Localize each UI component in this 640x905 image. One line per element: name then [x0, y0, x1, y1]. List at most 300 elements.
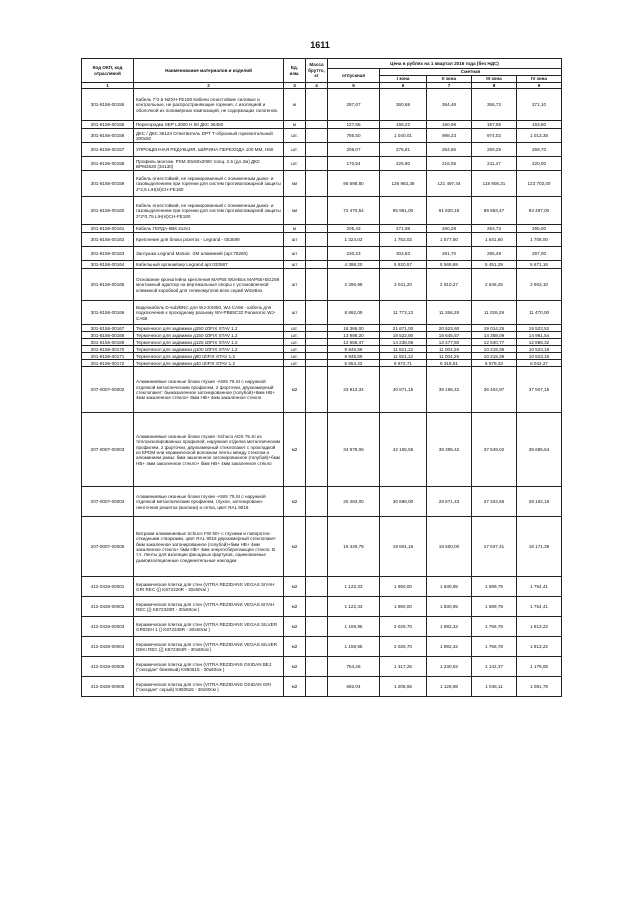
- price-zone-3: 1 699,79: [472, 577, 517, 597]
- price-zone-2: 5 569,89: [427, 261, 472, 269]
- item-mass: [306, 157, 328, 171]
- price-release: 33 912,34: [328, 367, 380, 413]
- table-row: [82, 143, 562, 157]
- price-zone-3: 1 756,78: [472, 637, 517, 657]
- price-zone-4: 2 963,10: [517, 269, 562, 301]
- item-mass: [306, 360, 328, 367]
- price-release: 754,26: [328, 657, 380, 677]
- price-release: 692,04: [328, 677, 380, 697]
- price-release: 1 324,02: [328, 233, 380, 247]
- price-zone-3: 27 334,56: [472, 487, 517, 517]
- price-zone-1: 271,98: [380, 225, 427, 233]
- item-name: Кабель огнестойкий, не экранированный с пониженным дымо- и газовыделением при горении для систем противопожарной защиты 2*2*0,75 LIH(st)CH-FE180: [134, 197, 284, 225]
- price-zone-3: 1 699,79: [472, 597, 517, 617]
- price-zone-1: 168,22: [380, 121, 427, 129]
- item-name: Керамическая плитка для стен (VITRA REZIDANS OXIDAN GRI ("оксидан" серый) K850526 - 30x60см ): [134, 677, 284, 697]
- item-unit: шт: [284, 261, 306, 269]
- price-release: 16 366,00: [328, 325, 380, 332]
- item-mass: [306, 233, 328, 247]
- table-row: [82, 353, 562, 360]
- item-unit: м2: [284, 517, 306, 577]
- table-row: [82, 657, 562, 677]
- price-zone-4: 123 703,00: [517, 171, 562, 197]
- page-number: 1611: [310, 40, 330, 50]
- table-row: [82, 121, 562, 129]
- price-release: 209,07: [328, 143, 380, 157]
- price-release: 230,23: [328, 247, 380, 261]
- item-mass: [306, 143, 328, 157]
- item-code: 412-0426-00004: [82, 637, 134, 657]
- price-zone-4: 1 754,41: [517, 577, 562, 597]
- price-release: 9 845,59: [328, 346, 380, 353]
- price-zone-3: 1 756,78: [472, 617, 517, 637]
- price-zone-1: 1 960,00: [380, 577, 427, 597]
- price-zone-2: 11 266,28: [427, 301, 472, 325]
- item-name: ДКС / ДКС 36124 Ответвитель DPT Т-образный горизонтальный 200х50: [134, 129, 284, 143]
- price-zone-1: 11 773,13: [380, 301, 427, 325]
- item-unit: шт.: [284, 157, 306, 171]
- item-code: 301-8156-00161: [82, 225, 134, 233]
- header-price-title: Цена в рублях на 1 квартал 2016 года (без НДС): [328, 59, 562, 69]
- item-code: 301-8156-00169: [82, 339, 134, 346]
- price-zone-1: 11 821,12: [380, 353, 427, 360]
- table-row: [82, 517, 562, 577]
- header-zone-2: II зона: [427, 76, 472, 83]
- item-name: Кабельный органайзер Legrand арт.033587: [134, 261, 284, 269]
- price-zone-3: 37 549,02: [472, 413, 517, 487]
- price-table-body: [82, 89, 562, 697]
- item-name: Крепление для блока розеток - Legrand - 053599: [134, 233, 284, 247]
- item-unit: шт.: [284, 353, 306, 360]
- price-release: 2 296,98: [328, 269, 380, 301]
- price-zone-2: 18 500,00: [427, 517, 472, 577]
- price-zone-4: 265,00: [517, 225, 562, 233]
- price-zone-2: 160,98: [427, 121, 472, 129]
- table-row: [82, 360, 562, 367]
- item-name: Витражи алюминиевые Schuco FW 50+ с глухими и поворотно-откидными створками, цвет RAL 9016 двухкамерный стеклопакет бмм закаленное затонированное (голубой)+бмм HB+ 4мм закаленное стекло+ бмм HB+ 4мм энергосберегающее стекло. В т.ч. Ленты для изоляции фасадных фартуков, оцинкованные дымоизоляционные соединительные накладки: [134, 517, 284, 577]
- price-zone-1: 19 801,16: [380, 517, 427, 577]
- item-mass: [306, 637, 328, 657]
- price-zone-1: 360,68: [380, 89, 427, 121]
- item-unit: шт.: [284, 339, 306, 346]
- price-zone-1: 18 522,80: [380, 332, 427, 339]
- price-zone-2: 121 497,44: [427, 171, 472, 197]
- table-row: [82, 261, 562, 269]
- price-release: 12 658,47: [328, 339, 380, 346]
- item-unit: шт: [284, 301, 306, 325]
- item-mass: [306, 677, 328, 697]
- price-zone-1: 95 961,00: [380, 197, 427, 225]
- price-zone-3: 974,02: [472, 129, 517, 143]
- price-zone-2: 1 677,50: [427, 233, 472, 247]
- price-zone-4: 37 507,15: [517, 367, 562, 413]
- price-zone-4: 19 523,52: [517, 325, 562, 332]
- price-release: 5 653,22: [328, 360, 380, 367]
- price-zone-3: 1 641,80: [472, 233, 517, 247]
- price-zone-3: 2 848,25: [472, 269, 517, 301]
- price-release: 287,67: [328, 89, 380, 121]
- price-zone-4: 1 754,41: [517, 597, 562, 617]
- col-number: 3: [284, 83, 306, 89]
- item-code: 412-0426-00003: [82, 617, 134, 637]
- item-unit: м: [284, 89, 306, 121]
- price-zone-3: 1 048,11: [472, 677, 517, 697]
- col-number: 6: [380, 83, 427, 89]
- item-unit: м2: [284, 367, 306, 413]
- item-unit: шт.: [284, 346, 306, 353]
- price-zone-4: 371,10: [517, 89, 562, 121]
- table-row: [82, 225, 562, 233]
- item-code: 301-8156-00163: [82, 247, 134, 261]
- item-name: Керамическая плитка для стен (VITRA REZIDANS VEGAS SILVER DEKI REC (() K872364R - 30x60см ): [134, 637, 284, 657]
- item-name: Керамическая плитка для стен (VITRA REZIDANS VEGAS SIYAH GRI REC (() K872320R - 30x60см ): [134, 577, 284, 597]
- item-name: УПРОЩЕННАЯ РЕДУКЦИЯ, ШИРИНА ПЕРЕХОДА 100 ММ, Н50: [134, 143, 284, 157]
- price-zone-1: 2 025,70: [380, 617, 427, 637]
- price-zone-4: 10 523,16: [517, 353, 562, 360]
- item-name: Керамическая плитка для стен (VITRA REZIDANS VEGAS SIYAH REC (() K872320R - 30x60см ): [134, 597, 284, 617]
- item-mass: [306, 339, 328, 346]
- price-zone-3: 36 404,97: [472, 367, 517, 413]
- item-name: Основание кронштейна крепления MAP55 WizeBox MAP55+BG259 монтажный адаптер на вертикальные опоры с установленной клеммной коробкой для телекомуплов всех серий WizeBox: [134, 269, 284, 301]
- price-zone-1: 14 238,06: [380, 339, 427, 346]
- price-zone-3: 19 014,25: [472, 325, 517, 332]
- col-number: 8: [472, 83, 517, 89]
- header-release: отпускная: [328, 69, 380, 83]
- price-zone-2: 260,28: [427, 225, 472, 233]
- price-release: 13 998,20: [328, 332, 380, 339]
- price-release: 170,54: [328, 157, 380, 171]
- item-mass: [306, 171, 328, 197]
- price-table: [81, 58, 562, 697]
- price-zone-1: 6 672,71: [380, 360, 427, 367]
- item-mass: [306, 353, 328, 360]
- item-mass: [306, 129, 328, 143]
- item-unit: м2: [284, 597, 306, 617]
- price-release: 9 845,59: [328, 353, 380, 360]
- price-zone-4: 297,00: [517, 247, 562, 261]
- price-zone-3: 10 219,39: [472, 346, 517, 353]
- item-code: 207-0007-00002: [82, 367, 134, 413]
- item-mass: [306, 597, 328, 617]
- item-mass: [306, 617, 328, 637]
- table-row: [82, 301, 562, 325]
- item-code: 301-8156-00160: [82, 197, 134, 225]
- price-zone-1: 225,80: [380, 157, 427, 171]
- price-zone-1: 5 820,57: [380, 261, 427, 269]
- price-zone-1: 42 155,55: [380, 413, 427, 487]
- item-unit: шт: [284, 269, 306, 301]
- price-zone-4: 220,00: [517, 157, 562, 171]
- header-zone-3: III зона: [472, 76, 517, 83]
- price-zone-2: 364,48: [427, 89, 472, 121]
- table-row: [82, 617, 562, 637]
- header-estimate: Сметная: [380, 69, 562, 76]
- item-mass: [306, 346, 328, 353]
- item-name: Кабель ГЕРДА-КВК 2х2х1: [134, 225, 284, 233]
- item-name: Заглушка Legrand Mosaic -2М алюминий (арт.78260): [134, 247, 284, 261]
- table-row: [82, 637, 562, 657]
- price-zone-2: 6 318,51: [427, 360, 472, 367]
- item-code: 301-8156-00171: [82, 353, 134, 360]
- item-code: 301-8156-00156: [82, 129, 134, 143]
- price-release: 1 122,33: [328, 577, 380, 597]
- table-row: [82, 171, 562, 197]
- item-unit: м2: [284, 637, 306, 657]
- price-zone-3: 254,73: [472, 225, 517, 233]
- item-code: 301-8156-00158: [82, 157, 134, 171]
- item-name: Профиль монтаж. PSM 30х50х2000 толщ. 2.5 (дл.2м) ДКС BPM2520 (34130): [134, 157, 284, 171]
- price-zone-2: 1 230,52: [427, 657, 472, 677]
- item-unit: м: [284, 225, 306, 233]
- item-mass: [306, 121, 328, 129]
- item-mass: [306, 517, 328, 577]
- table-row: [82, 157, 562, 171]
- table-row: [82, 325, 562, 332]
- price-zone-1: 3 041,20: [380, 269, 427, 301]
- item-mass: [306, 89, 328, 121]
- price-release: 1 122,33: [328, 597, 380, 617]
- price-zone-4: 1 013,38: [517, 129, 562, 143]
- price-zone-4: 1 813,22: [517, 637, 562, 657]
- item-code: 301-8156-00164: [82, 261, 134, 269]
- item-unit: шт.: [284, 332, 306, 339]
- item-unit: шт: [284, 247, 306, 261]
- price-zone-3: 5 879,33: [472, 360, 517, 367]
- table-row: [82, 233, 562, 247]
- item-code: 301-8156-00167: [82, 325, 134, 332]
- price-zone-4: 28 162,16: [517, 487, 562, 517]
- price-zone-4: 18 171,39: [517, 517, 562, 577]
- item-unit: шт.: [284, 325, 306, 332]
- price-zone-2: 1 892,32: [427, 637, 472, 657]
- price-zone-4: 11 470,00: [517, 301, 562, 325]
- item-name: Термочехол для задвижки д100 IZIFIX STAV 1.2: [134, 346, 284, 353]
- item-code: 301-8156-00162: [82, 233, 134, 247]
- header-zone-4: IV зона: [517, 76, 562, 83]
- col-number: 7: [427, 83, 472, 89]
- header-code: Код ОКП, код отраслевой: [82, 59, 134, 83]
- price-zone-1: 2 025,70: [380, 637, 427, 657]
- item-unit: шт: [284, 233, 306, 247]
- item-name: Керамическая плитка для стен (VITRA REZIDANS OXIDAN BEJ ("оксидан" бежевый) K850515 - 30x60см ): [134, 657, 284, 677]
- price-zone-3: 157,55: [472, 121, 517, 129]
- item-name: Термочехол для задвижки д150 IZIFIX STAV 1.2: [134, 332, 284, 339]
- price-zone-4: 1 081,78: [517, 677, 562, 697]
- header-zone-1: I зона: [380, 76, 427, 83]
- table-row: [82, 577, 562, 597]
- item-unit: м2: [284, 677, 306, 697]
- item-code: 301-8156-00159: [82, 171, 134, 197]
- col-number: 9: [517, 83, 562, 89]
- price-zone-3: 11 026,29: [472, 301, 517, 325]
- price-zone-3: 14 358,09: [472, 332, 517, 339]
- price-release: 25 463,00: [328, 487, 380, 517]
- price-release: 8 892,09: [328, 301, 380, 325]
- price-zone-4: 163,90: [517, 121, 562, 129]
- price-zone-2: 11 004,26: [427, 353, 472, 360]
- item-mass: [306, 657, 328, 677]
- item-mass: [306, 325, 328, 332]
- table-row: [82, 487, 562, 517]
- price-zone-2: 1 892,32: [427, 617, 472, 637]
- item-code: 301-8156-00155: [82, 89, 134, 121]
- price-zone-4: 10 523,16: [517, 346, 562, 353]
- item-mass: [306, 197, 328, 225]
- item-name: Перегородка SEP L3000 H 50 ДКС 36480: [134, 121, 284, 129]
- price-zone-1: 276,81: [380, 143, 427, 157]
- price-release: 1 159,95: [328, 617, 380, 637]
- price-zone-4: 1 179,08: [517, 657, 562, 677]
- item-code: 301-8156-00165: [82, 269, 134, 301]
- price-zone-4: 93 487,00: [517, 197, 562, 225]
- price-release: 95 698,80: [328, 171, 380, 197]
- price-zone-3: 89 863,47: [472, 197, 517, 225]
- item-unit: шт.: [284, 129, 306, 143]
- price-release: 34 978,06: [328, 413, 380, 487]
- price-zone-1: 40 871,15: [380, 367, 427, 413]
- price-zone-2: 1 830,95: [427, 597, 472, 617]
- item-code: 301-8156-00156: [82, 121, 134, 129]
- table-row: [82, 346, 562, 353]
- price-zone-4: 269,70: [517, 143, 562, 157]
- item-mass: [306, 332, 328, 339]
- item-mass: [306, 577, 328, 597]
- item-code: 301-8156-00172: [82, 360, 134, 367]
- price-zone-2: 28 671,43: [427, 487, 472, 517]
- table-row: [82, 89, 562, 121]
- item-code: 207-0007-00004: [82, 487, 134, 517]
- price-release: 205,43: [328, 225, 380, 233]
- item-name: Термочехол для задвижки д250 IZIFIX STAV 1.2: [134, 325, 284, 332]
- item-unit: м2: [284, 413, 306, 487]
- item-unit: км: [284, 171, 306, 197]
- item-mass: [306, 269, 328, 301]
- item-unit: м2: [284, 577, 306, 597]
- item-code: 207-0007-00005: [82, 517, 134, 577]
- item-code: 412-0426-00006: [82, 677, 134, 697]
- price-zone-2: 15 645,57: [427, 332, 472, 339]
- header-mass: Масса брутто, кг: [306, 59, 328, 83]
- item-name: Алюминиевые оконные блоки глухие -AWS 75.SI с наружной отделкой металлическим профилем, 2 форточки, двухкамерный стеклопакет: бымазаленное затонированное (голубой)+6мм HB+ 4мм закаленное стекло+ 6мм HB+ 4мм закаленное стекло: [134, 367, 284, 413]
- price-zone-1: 21 671,00: [380, 325, 427, 332]
- item-code: 301-8156-00170: [82, 346, 134, 353]
- price-zone-2: 264,66: [427, 143, 472, 157]
- col-number: 4: [306, 83, 328, 89]
- item-unit: м2: [284, 487, 306, 517]
- price-zone-2: 291,70: [427, 247, 472, 261]
- price-release: 4 398,20: [328, 261, 380, 269]
- price-zone-2: 1 830,95: [427, 577, 472, 597]
- item-name: Термочехол для задвижки д40 IZIFIX STAV 1.2: [134, 360, 284, 367]
- price-zone-3: 259,25: [472, 143, 517, 157]
- item-code: 412-0426-00005: [82, 657, 134, 677]
- item-name: Кабель 7*2.5 NZXH-FE180 Кабели огнестойкие силовые и контрольные, не распространяющие горения, с изоляцией и оболочкой из полимерных композиций, не содержащих галогенов.: [134, 89, 284, 121]
- price-zone-1: 1 208,55: [380, 677, 427, 697]
- table-row: [82, 197, 562, 225]
- price-zone-3: 1 142,37: [472, 657, 517, 677]
- table-row: [82, 339, 562, 346]
- item-mass: [306, 247, 328, 261]
- price-zone-4: 1 813,22: [517, 617, 562, 637]
- item-name: Алюминиевые оконные блоки глухие -AWS 75.SI с наружной отделкой металлическим профилем, глухое, затонировано-ленточная решетка (жалюзи) и сетка, цвет RAL 9016: [134, 487, 284, 517]
- price-zone-3: 5 451,29: [472, 261, 517, 269]
- price-zone-1: 304,83: [380, 247, 427, 261]
- price-zone-2: 38 165,42: [427, 367, 472, 413]
- item-mass: [306, 487, 328, 517]
- price-release: 16 429,79: [328, 517, 380, 577]
- item-mass: [306, 413, 328, 487]
- price-zone-2: 216,05: [427, 157, 472, 171]
- price-zone-3: 12 540,77: [472, 339, 517, 346]
- price-zone-1: 1 960,00: [380, 597, 427, 617]
- item-name: Видеокабель D-sub/BNC для WJ-SX650, WJ-CA66 - кабель для подключения к проходному разъему WV-PB65C32 Panasonic WJ-CA68: [134, 301, 284, 325]
- price-zone-4: 6 042,27: [517, 360, 562, 367]
- item-code: 301-8156-00157: [82, 143, 134, 157]
- price-zone-3: 285,49: [472, 247, 517, 261]
- item-name: Керамическая плитка для стен (VITRA REZIDANS VEGAS SILVER GRIDEH 1 () K872348R - 30x60см ): [134, 617, 284, 637]
- item-unit: м: [284, 121, 306, 129]
- col-number: 1: [82, 83, 134, 89]
- item-name: Кабель огнестойкий, не экранированный с пониженным дымо- и газовыделением при горении для систем противопожарной защиты 2*2,5 LIH(st)CH-FE180: [134, 171, 284, 197]
- price-zone-2: 2 910,27: [427, 269, 472, 301]
- header-name: Наименование материалов и изделий: [134, 59, 284, 83]
- price-zone-2: 13 477,50: [427, 339, 472, 346]
- table-row: [82, 677, 562, 697]
- item-mass: [306, 367, 328, 413]
- price-zone-2: 998,23: [427, 129, 472, 143]
- item-code: 412-0426-00001: [82, 577, 134, 597]
- price-release: 127,65: [328, 121, 380, 129]
- price-zone-1: 126 983,39: [380, 171, 427, 197]
- price-zone-3: 356,72: [472, 89, 517, 121]
- price-zone-2: 11 004,26: [427, 346, 472, 353]
- table-row: [82, 129, 562, 143]
- item-unit: шт.: [284, 143, 306, 157]
- item-name: Термочехол для задвижки д125 IZIFIX STAV 1.2: [134, 339, 284, 346]
- price-zone-1: 1 753,02: [380, 233, 427, 247]
- price-release: 1 159,95: [328, 637, 380, 657]
- table-row: [82, 597, 562, 617]
- price-zone-3: 118 908,31: [472, 171, 517, 197]
- item-name: Алюминиевые оконные блоки глухие -Schuco ADS 75.SI из теплоизолированных профилей, наружная отделка металлическим профилем, 2 форточки, двухкамерный стеклопакет с прокладкой из EPDM или керамической волокном ленты между стеклом и алюминием рамы: бмм закаленное затонированное (голубой)+бмм HB+ 4мм закаленное стекло+ бмм HB+ 4мм закаленное стекло: [134, 413, 284, 487]
- price-release: 72 470,54: [328, 197, 380, 225]
- header-unit: Ед. изм.: [284, 59, 306, 83]
- table-row: [82, 269, 562, 301]
- item-unit: шт.: [284, 360, 306, 367]
- col-number: 2: [134, 83, 284, 89]
- price-zone-4: 38 685,64: [517, 413, 562, 487]
- table-row: [82, 332, 562, 339]
- price-zone-3: 17 637,41: [472, 517, 517, 577]
- price-zone-1: 30 688,00: [380, 487, 427, 517]
- price-zone-1: 1 040,01: [380, 129, 427, 143]
- price-zone-2: 20 523,60: [427, 325, 472, 332]
- item-code: 301-8156-00166: [82, 301, 134, 325]
- price-zone-1: 11 821,12: [380, 346, 427, 353]
- item-code: 207-0007-00003: [82, 413, 134, 487]
- price-zone-2: 91 620,18: [427, 197, 472, 225]
- price-zone-4: 12 888,32: [517, 339, 562, 346]
- price-zone-3: 10 219,39: [472, 353, 517, 360]
- item-code: 412-0426-00002: [82, 597, 134, 617]
- item-unit: м2: [284, 617, 306, 637]
- table-row: [82, 413, 562, 487]
- item-mass: [306, 225, 328, 233]
- price-zone-4: 14 961,54: [517, 332, 562, 339]
- price-release: 785,50: [328, 129, 380, 143]
- price-zone-4: 5 671,16: [517, 261, 562, 269]
- price-zone-4: 1 708,00: [517, 233, 562, 247]
